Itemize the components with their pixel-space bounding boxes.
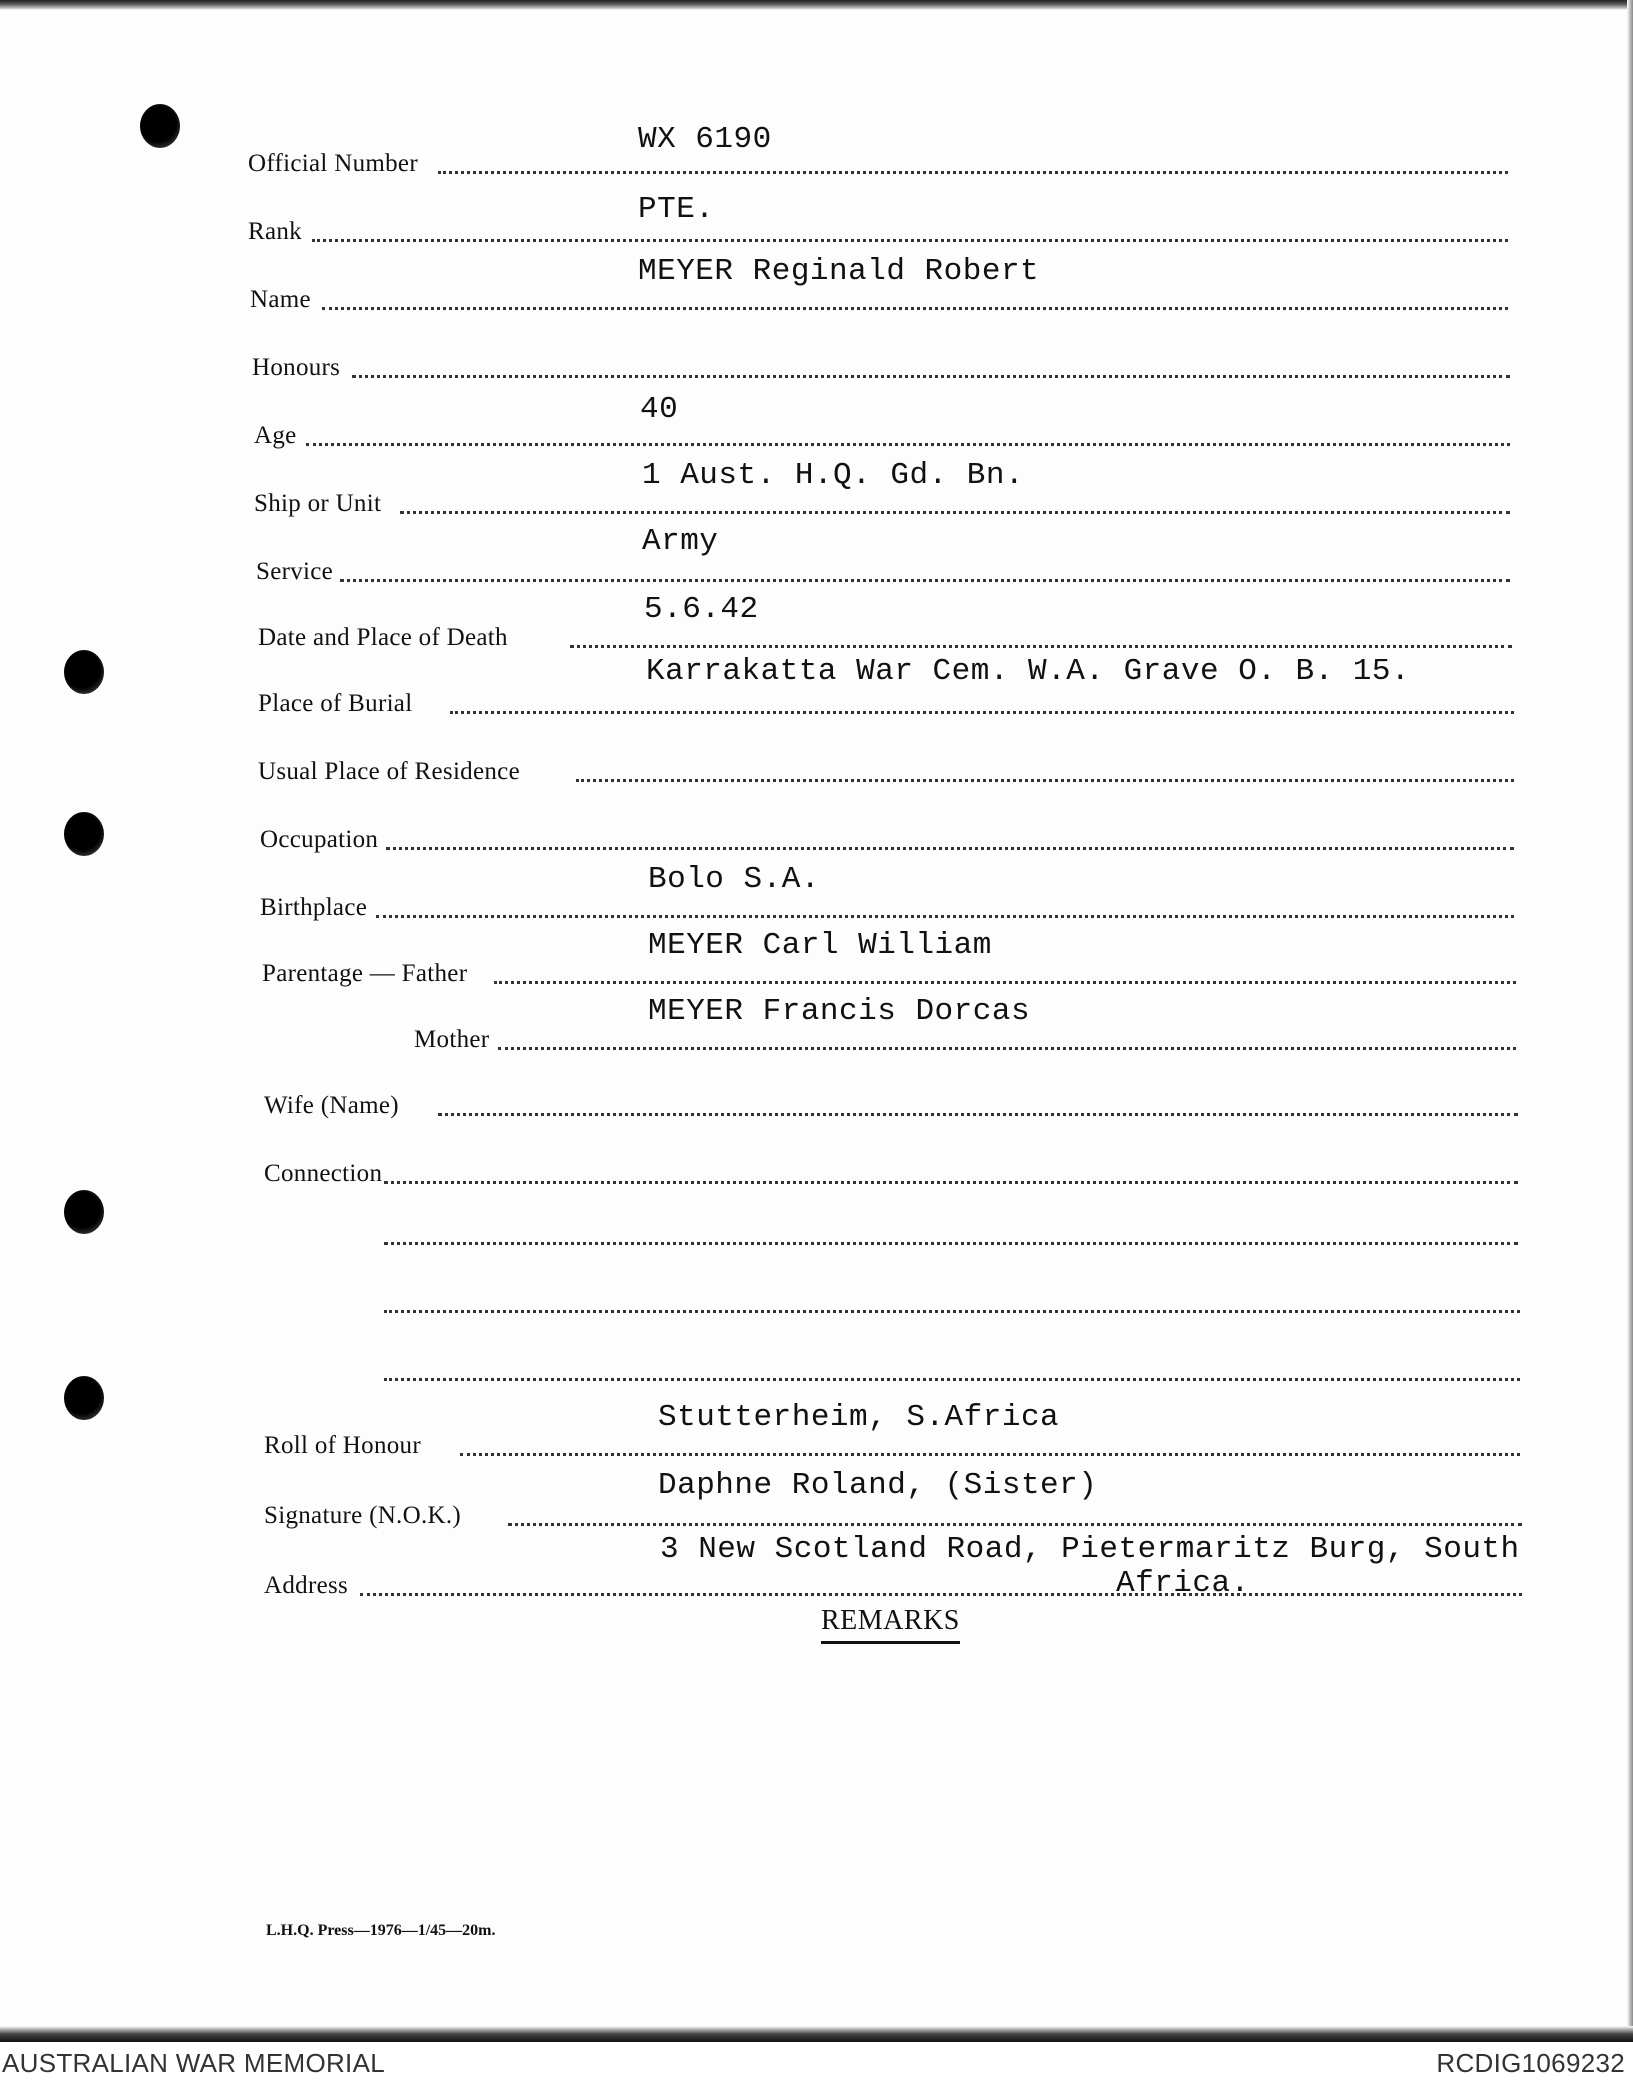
field-value-address-line2: Africa. — [1116, 1566, 1250, 1601]
field-age — [254, 408, 1510, 452]
dotted-leader — [460, 1453, 1520, 1456]
field-value-age: 40 — [640, 392, 679, 427]
dotted-leader — [438, 1113, 1518, 1116]
dotted-leader — [386, 847, 1514, 850]
connection-continuation-line — [384, 1242, 1518, 1245]
field-value-mother: MEYER Francis Dorcas — [648, 994, 1031, 1029]
field-connection — [264, 1146, 1518, 1190]
dotted-leader — [576, 779, 1514, 782]
field-label: Place of Burial — [258, 690, 413, 717]
field-label: Age — [254, 422, 297, 449]
remarks-heading: REMARKS — [821, 1605, 960, 1644]
dotted-leader — [400, 511, 1510, 514]
record-id: RCDIG1069232 — [1436, 2048, 1625, 2078]
dotted-leader — [570, 645, 1512, 648]
field-label: Mother — [414, 1026, 490, 1053]
punch-hole-3 — [64, 812, 104, 856]
field-value-official-number: WX 6190 — [638, 122, 772, 157]
dotted-leader — [312, 239, 1508, 242]
field-value-place-of-burial: Karrakatta War Cem. W.A. Grave O. B. 15. — [646, 654, 1411, 689]
dotted-leader — [306, 443, 1510, 446]
dotted-leader — [322, 307, 1508, 310]
punch-hole-5 — [64, 1376, 104, 1420]
field-label: Name — [250, 286, 311, 313]
punch-hole-4 — [64, 1190, 104, 1234]
field-occupation — [260, 812, 1514, 856]
field-label: Rank — [248, 218, 302, 245]
dotted-leader — [498, 1047, 1516, 1050]
field-label: Connection — [264, 1160, 383, 1187]
field-label: Roll of Honour — [264, 1432, 421, 1459]
field-date-place-death — [258, 610, 1512, 654]
scan-top-edge — [0, 0, 1633, 10]
field-value-birthplace: Bolo S.A. — [648, 862, 820, 897]
printer-mark: L.H.Q. Press—1976—1/45—20m. — [266, 1922, 496, 1939]
field-label: Wife (Name) — [264, 1092, 399, 1119]
field-value-roll-of-honour: Stutterheim, S.Africa — [658, 1400, 1060, 1435]
punch-hole-2 — [64, 650, 104, 694]
field-service — [256, 544, 1510, 588]
field-value-date-place-death: 5.6.42 — [644, 592, 759, 627]
dotted-leader — [508, 1523, 1522, 1526]
punch-hole-1 — [140, 104, 180, 148]
scan-right-edge — [1627, 0, 1633, 2040]
field-label: Ship or Unit — [254, 490, 382, 517]
field-label: Signature (N.O.K.) — [264, 1502, 462, 1529]
field-rank — [248, 204, 1508, 248]
field-label: Usual Place of Residence — [258, 758, 520, 785]
field-label: Occupation — [260, 826, 379, 853]
field-label: Honours — [252, 354, 341, 381]
field-value-service: Army — [642, 524, 719, 559]
dotted-leader — [352, 375, 1510, 378]
field-value-signature-nok: Daphne Roland, (Sister) — [658, 1468, 1098, 1503]
dotted-leader — [340, 579, 1510, 582]
field-label: Service — [256, 558, 334, 585]
dotted-leader — [360, 1593, 1522, 1596]
field-value-name: MEYER Reginald Robert — [638, 254, 1040, 289]
dotted-leader — [494, 981, 1516, 984]
field-label: Date and Place of Death — [258, 624, 508, 651]
field-wife — [264, 1078, 1518, 1122]
dotted-leader — [438, 171, 1508, 174]
field-label: Parentage — Father — [262, 960, 468, 987]
archive-name: AUSTRALIAN WAR MEMORIAL — [2, 2048, 385, 2078]
scan-bottom-edge — [0, 2026, 1633, 2042]
field-label: Birthplace — [260, 894, 368, 921]
dotted-leader — [450, 711, 1514, 714]
field-value-rank: PTE. — [638, 192, 715, 227]
field-birthplace — [260, 880, 1514, 924]
field-usual-residence — [258, 744, 1514, 788]
field-value-ship-or-unit: 1 Aust. H.Q. Gd. Bn. — [642, 458, 1025, 493]
field-honours — [252, 340, 1510, 384]
connection-continuation-line — [384, 1378, 1520, 1381]
field-label: Official Number — [248, 150, 418, 177]
field-label: Address — [264, 1572, 349, 1599]
connection-continuation-line — [384, 1310, 1520, 1313]
dotted-leader — [384, 1181, 1518, 1184]
field-official-number — [248, 136, 1508, 180]
field-value-father: MEYER Carl William — [648, 928, 992, 963]
field-value-address: 3 New Scotland Road, Pietermaritz Burg, South — [660, 1532, 1520, 1567]
dotted-leader — [376, 915, 1514, 918]
